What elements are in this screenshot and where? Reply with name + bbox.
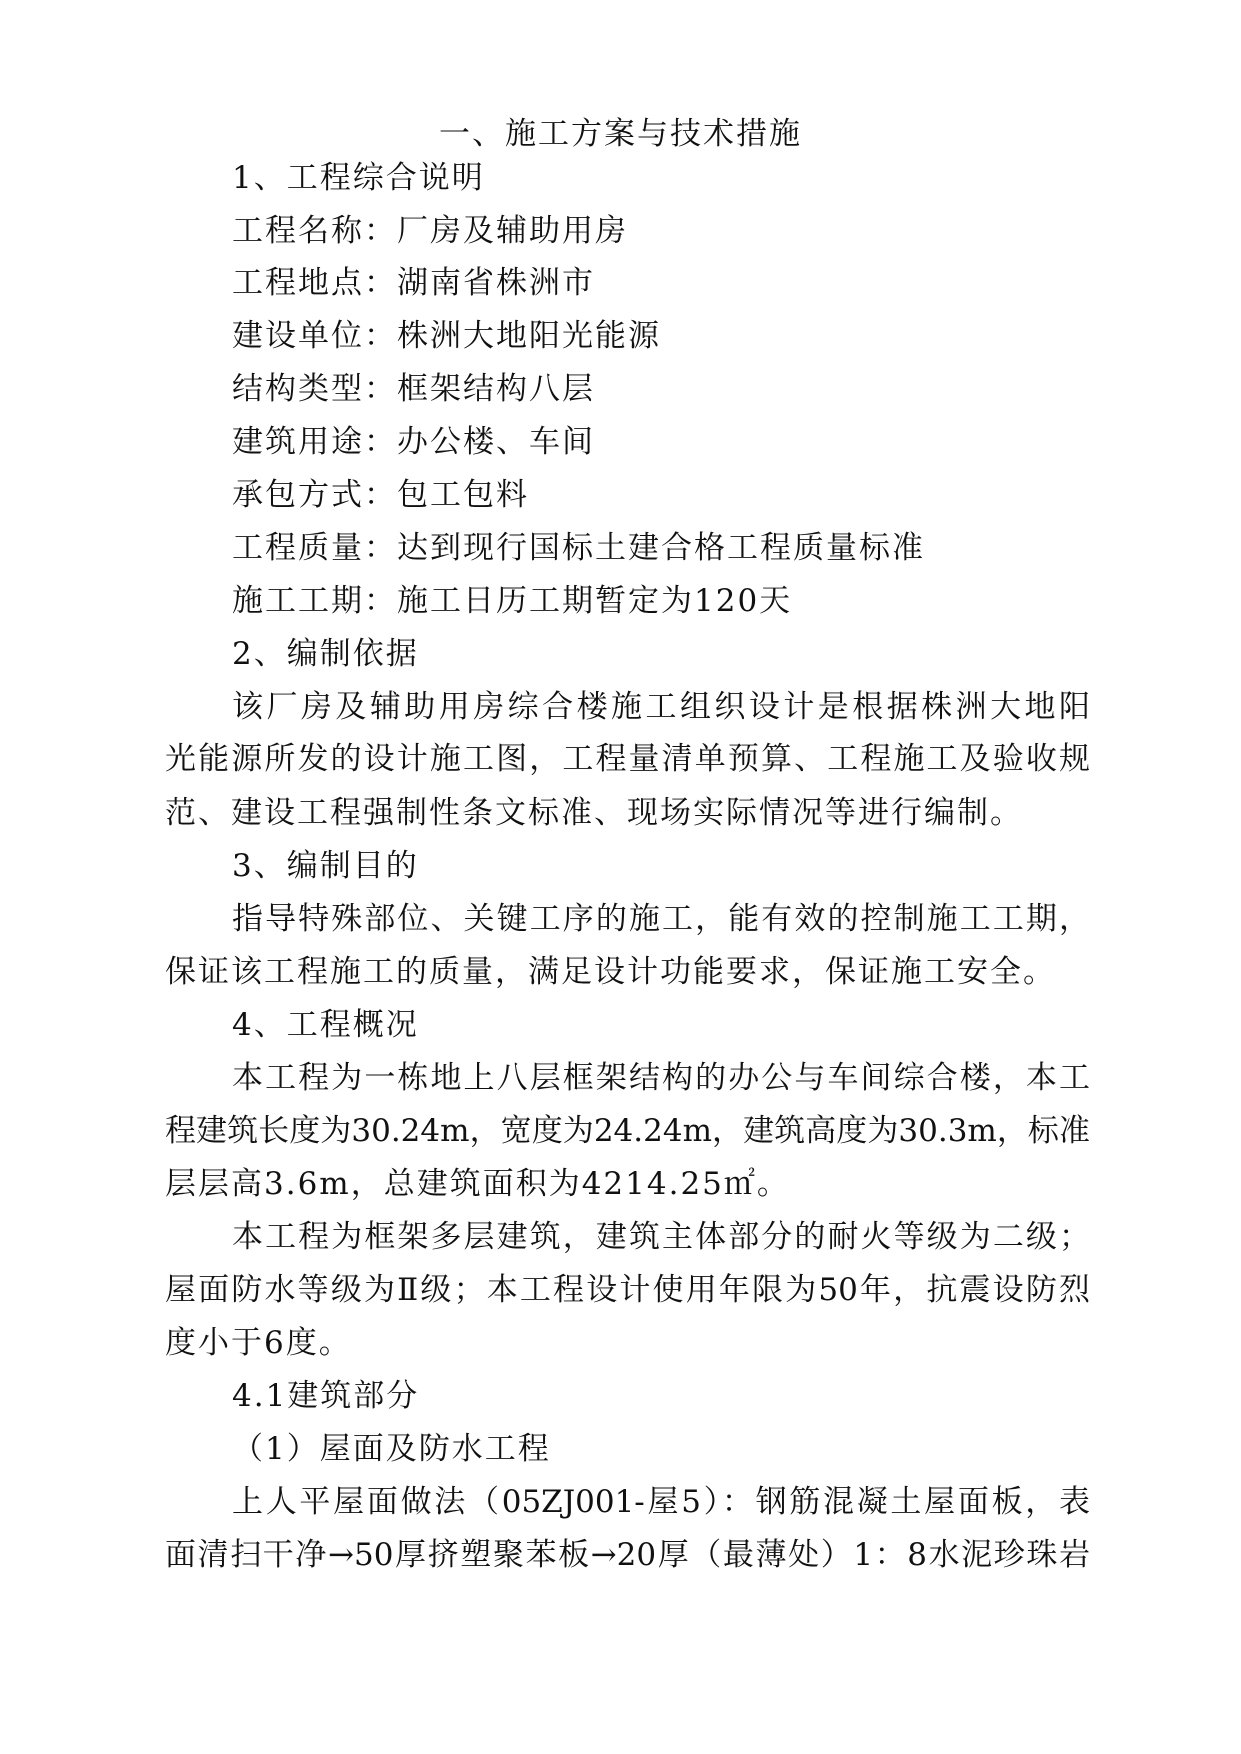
info-label: 结构类型： (232, 371, 397, 407)
section-4-1-heading: 4.1建筑部分 (232, 1378, 420, 1414)
subsection-1-line: 面清扫干净→50厚挤塑聚苯板→20厚（最薄处）1：8水泥珍珠岩 (165, 1537, 1090, 1573)
info-label: 工程名称： (232, 213, 397, 249)
info-value: 施工日历工期暂定为120天 (397, 583, 793, 619)
info-value: 株洲大地阳光能源 (397, 318, 661, 354)
info-value: 框架结构八层 (397, 371, 595, 407)
info-value: 厂房及辅助用房 (397, 213, 628, 249)
info-value: 办公楼、车间 (397, 424, 595, 460)
section-3-line: 保证该工程施工的质量，满足设计功能要求，保证施工安全。 (165, 954, 1056, 990)
info-label: 施工工期： (232, 583, 397, 619)
info-value: 包工包料 (397, 477, 529, 513)
info-label: 工程质量： (232, 530, 397, 566)
section-2-heading: 2、编制依据 (232, 636, 419, 672)
info-label: 承包方式： (232, 477, 397, 513)
section-4-p1-line: 层层高3.6m，总建筑面积为4214.25㎡。 (165, 1166, 790, 1202)
info-row-location (232, 265, 595, 302)
info-label: 工程地点： (232, 265, 397, 301)
section-4-p2-line: 度小于6度。 (165, 1325, 352, 1361)
section-2-line: 范、建设工程强制性条文标准、现场实际情况等进行编制。 (165, 795, 1023, 831)
section-2-line: 光能源所发的设计施工图，工程量清单预算、工程施工及验收规 (165, 741, 1090, 777)
info-row-usage (232, 424, 595, 461)
subsection-1-line: 上人平屋面做法（05ZJ001-屋5）：钢筋混凝土屋面板，表 (232, 1484, 1090, 1520)
section-2-line: 该厂房及辅助用房综合楼施工组织设计是根据株洲大地阳 (232, 689, 1090, 725)
section-4-p2-line: 本工程为框架多层建筑，建筑主体部分的耐火等级为二级； (232, 1219, 1090, 1255)
info-row-owner (232, 318, 661, 355)
section-4-p1-line: 程建筑长度为30.24m，宽度为24.24m，建筑高度为30.3m，标准 (165, 1113, 1090, 1149)
section-4-p1-line: 本工程为一栋地上八层框架结构的办公与车间综合楼，本工 (232, 1060, 1090, 1096)
section-3-heading: 3、编制目的 (232, 848, 419, 884)
info-row-project-name (232, 213, 628, 250)
section-4-p2-line: 屋面防水等级为Ⅱ级；本工程设计使用年限为50年，抗震设防烈 (165, 1272, 1090, 1308)
info-value: 湖南省株洲市 (397, 265, 595, 301)
section-3-line: 指导特殊部位、关键工序的施工，能有效的控制施工工期， (232, 901, 1090, 937)
info-row-contract (232, 477, 529, 514)
section-1-heading: 1、工程综合说明 (232, 160, 485, 196)
subsection-1-heading: （1）屋面及防水工程 (232, 1431, 551, 1467)
info-value: 达到现行国标土建合格工程质量标准 (397, 530, 925, 566)
info-row-structure (232, 371, 595, 408)
info-row-quality (232, 530, 925, 567)
section-4-heading: 4、工程概况 (232, 1007, 419, 1043)
info-label: 建设单位： (232, 318, 397, 354)
info-label: 建筑用途： (232, 424, 397, 460)
info-row-duration (232, 583, 792, 620)
page-title: 一、施工方案与技术措施 (439, 116, 802, 152)
